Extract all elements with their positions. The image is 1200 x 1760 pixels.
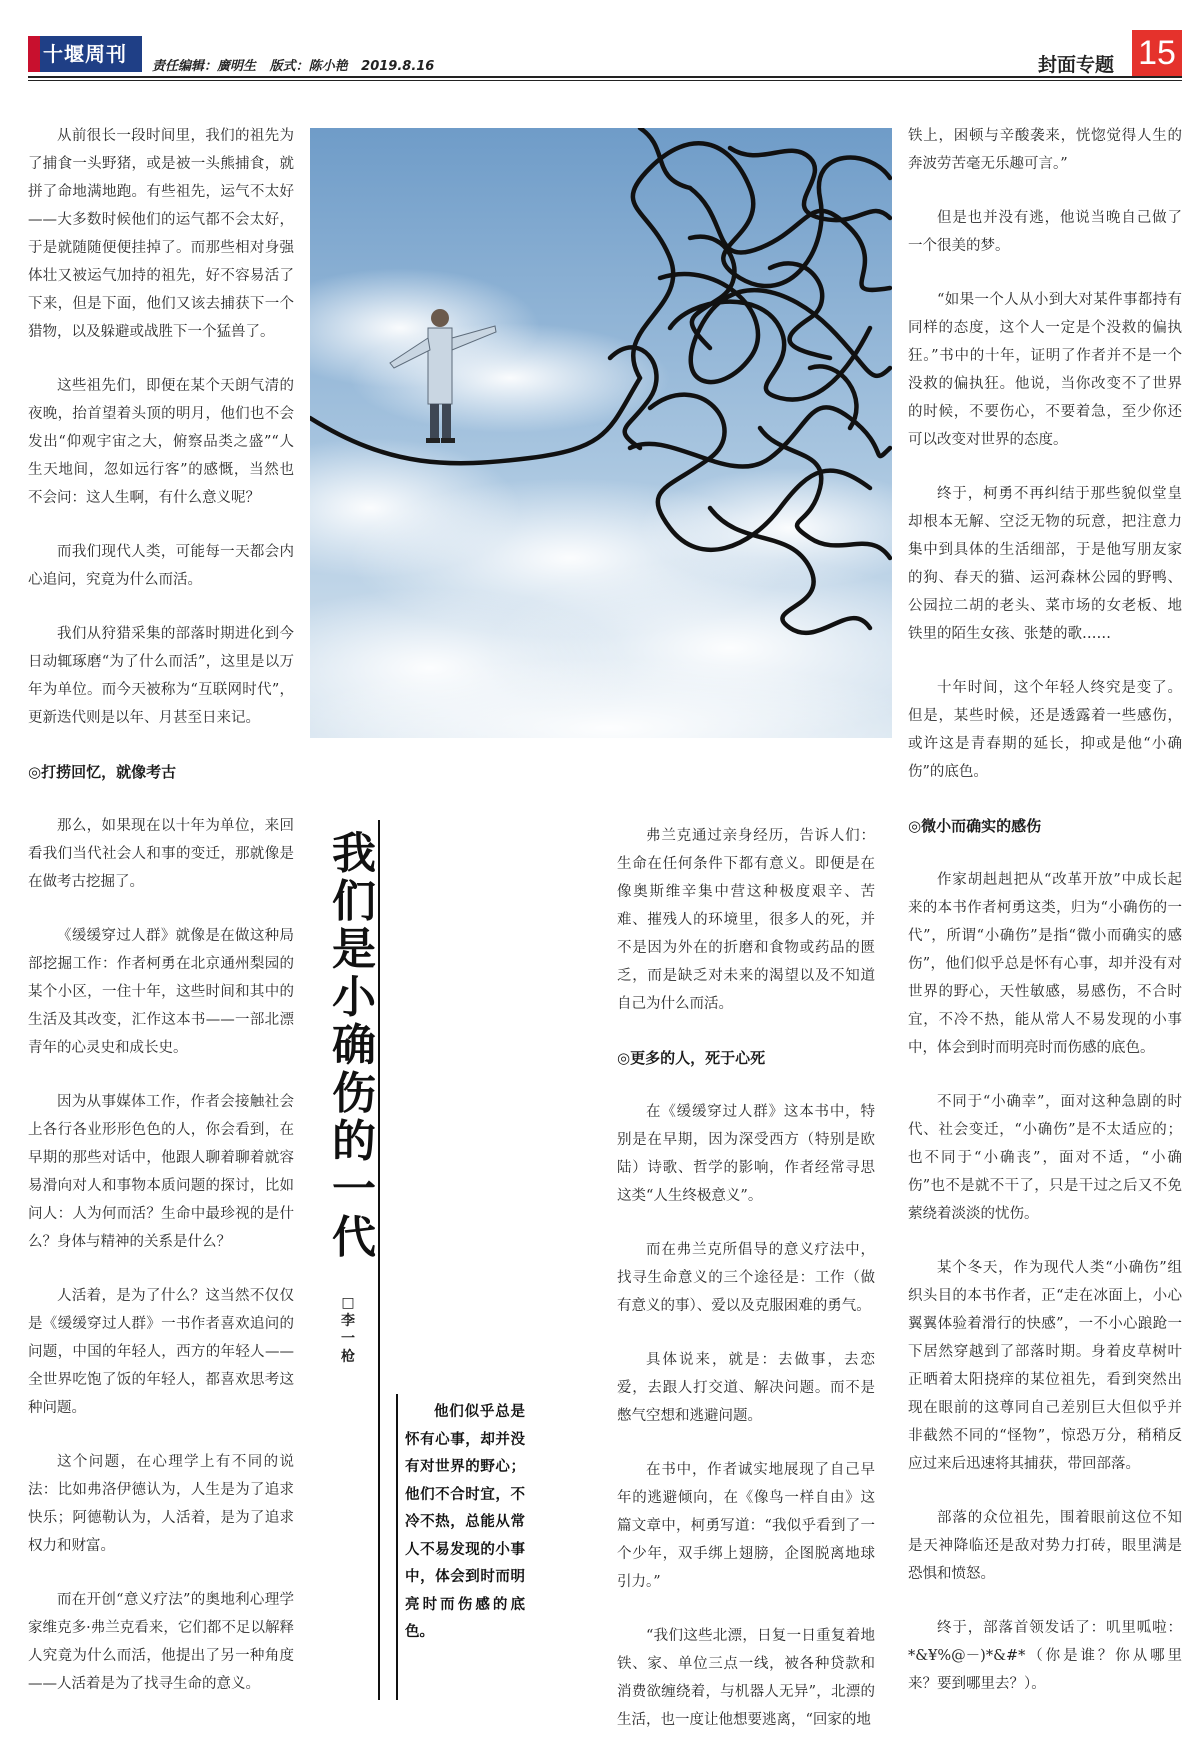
title-char: 们 bbox=[332, 876, 376, 927]
body-paragraph: 弗兰克通过亲身经历，告诉人们：生命在任何条件下都有意义。即便是在像奥斯维辛集中营这种极度艰辛、苦难、摧残人的环境里，很多人的死，并不是因为外在的折磨和食物或药品的匮乏，而是缺乏对未来的渴望以及不知道自己为什么而活。 bbox=[617, 828, 875, 1012]
byline-char: 枪 bbox=[341, 1349, 355, 1365]
body-paragraph: 而我们现代人类，可能每一天都会内心追问，究竟为什么而活。 bbox=[28, 544, 294, 588]
body-paragraph: 从前很长一段时间里，我们的祖先为了捕食一头野猪，或是被一头熊捕食，就拼了命地满地跑。有些祖先，运气不太好——大多数时候他们的运气都不会太好，于是就随随便便挂掉了。而那些相对身强体壮又被运气加持的祖先，好不容易活了下来，但是下面，他们又该去捕获下一个猎物，以及躲避或战胜下一个猛兽了。 bbox=[28, 128, 294, 340]
body-paragraph: 而在开创“意义疗法”的奥地利心理学家维克多·弗兰克看来，它们都不足以解释人究竟为什么而活，他提出了另一种角度——人活着是为了找寻生命的意义。 bbox=[28, 1592, 294, 1692]
body-paragraph: 不同于“小确幸”，面对这种急剧的时代、社会变迁，“小确伤”是不太适应的；也不同于“小确丧”，面对不适，“小确伤”也不是就不干了，只是干过之后又不免萦绕着淡淡的忧伤。 bbox=[908, 1094, 1182, 1222]
pull-quote-divider bbox=[396, 1394, 398, 1700]
body-paragraph: 终于，柯勇不再纠结于那些貌似堂皇却根本无解、空泛无物的玩意，把注意力集中到具体的生活细部，于是他写朋友家的狗、春天的猫、运河森林公园的野鸭、公园拉二胡的老头、菜市场的女老板、地铁里的陌生女孩、张楚的歌…… bbox=[908, 486, 1182, 642]
title-char: 确 bbox=[332, 1020, 376, 1071]
body-paragraph: 在《缓缓穿过人群》这本书中，特别是在早期，因为深受西方（特别是欧陆）诗歌、哲学的影响，作者经常寻思这类“人生终极意义”。 bbox=[617, 1104, 875, 1204]
pull-quote bbox=[405, 1398, 525, 1646]
body-paragraph: 具体说来，就是：去做事，去恋爱，去跟人打交道、解决问题。而不是憋气空想和逃避问题。 bbox=[617, 1352, 875, 1424]
title-char: 是 bbox=[332, 924, 376, 975]
body-paragraph: “如果一个人从小到大对某件事都持有同样的态度，这个人一定是个没救的偏执狂。”书中的十年，证明了作者并不是一个没救的偏执狂。他说，当你改变不了世界的时候，不要伤心，不要着急，至少你还可以改变对世界的态度。 bbox=[908, 292, 1182, 448]
body-paragraph: 十年时间，这个年轻人终究是变了。但是，某些时候，还是透露着一些感伤，或许这是青春期的延长，抑或是他“小确伤”的底色。 bbox=[908, 680, 1182, 780]
byline-char: □ bbox=[341, 1295, 355, 1311]
title-char: 一 bbox=[332, 1164, 376, 1215]
page-header bbox=[0, 0, 1200, 80]
body-paragraph: 这个问题，在心理学上有不同的说法：比如弗洛伊德认为，人生是为了追求快乐；阿德勒认为，人活着，是为了追求权力和财富。 bbox=[28, 1454, 294, 1554]
tightrope-tangle-illustration bbox=[310, 128, 892, 738]
title-char: 伤 bbox=[332, 1068, 376, 1119]
hero-illustration bbox=[310, 128, 892, 738]
body-paragraph: 在书中，作者诚实地展现了自己早年的逃避倾向，在《像鸟一样自由》这篇文章中，柯勇写道：“我似乎看到了一个少年，双手绑上翅膀，企图脱离地球引力。” bbox=[617, 1462, 875, 1590]
body-paragraph: 终于，部落首领发话了：叽里呱啦：*&¥%@－)*&#*（你是谁？你从哪里来？要到哪里去？）。 bbox=[908, 1620, 1182, 1692]
byline-char: 一 bbox=[341, 1331, 355, 1347]
article-column-4 bbox=[908, 122, 1182, 1724]
body-paragraph: 我们从狩猎采集的部落时期进化到今日动辄琢磨“为了什么而活”，这里是以万年为单位。而今天被称为“互联网时代”，更新迭代则是以年、月甚至日来记。 bbox=[28, 626, 294, 726]
byline-char: 李 bbox=[341, 1313, 355, 1329]
article-column-3 bbox=[617, 822, 875, 1760]
header-rule-thin bbox=[28, 80, 1182, 81]
body-paragraph: 而在弗兰克所倡导的意义疗法中，找寻生命意义的三个途径是：工作（做有意义的事）、爱以及克服困难的勇气。 bbox=[617, 1242, 875, 1314]
section-heading: ◎更多的人，死于心死 bbox=[617, 1049, 766, 1067]
body-paragraph: 铁上，困顿与辛酸袭来，恍惚觉得人生的奔波劳苦毫无乐趣可言。” bbox=[908, 128, 1182, 172]
section-heading: ◎打捞回忆，就像考古 bbox=[28, 763, 177, 781]
body-paragraph: 这些祖先们，即便在某个天朗气清的夜晚，抬首望着头顶的明月，他们也不会发出“仰观宇宙之大，俯察品类之盛”“人生天地间，忽如远行客”的感慨，当然也不会问：这人生啊，有什么意义呢？ bbox=[28, 378, 294, 506]
page-number: 15 bbox=[1132, 30, 1182, 76]
article-byline bbox=[336, 1294, 360, 1366]
title-char: 代 bbox=[332, 1212, 376, 1263]
pull-quote-text: 他们似乎总是怀有心事，却并没有对世界的野心；他们不合时宜，不冷不热，总能从常人不易发现的小事中，体会到时而明亮时而伤感的底色。 bbox=[405, 1403, 525, 1640]
section-title: 封面专题 bbox=[1038, 54, 1115, 76]
body-paragraph: 某个冬天，作为现代人类“小确伤”组织头目的本书作者，正“走在冰面上，小心翼翼体验着滑行的快感”，一不小心踉跄一下居然穿越到了部落时期。身着皮草树叶正晒着太阳挠痒的某位祖先，看到突然出现在眼前的这尊同自己差别巨大但似乎并非截然不同的“怪物”，惊恐万分，稍稍反应过来后迅速将其捕获，带回部落。 bbox=[908, 1260, 1182, 1472]
body-paragraph: 人活着，是为了什么？这当然不仅仅是《缓缓穿过人群》一书作者喜欢追问的问题，中国的年轻人，西方的年轻人——全世界吃饱了饭的年轻人，都喜欢思考这种问题。 bbox=[28, 1288, 294, 1416]
header-rule bbox=[28, 76, 1182, 78]
body-paragraph: 作家胡赳赳把从“改革开放”中成长起来的本书作者柯勇这类，归为“小确伤的一代”，所谓“小确伤”是指“微小而确实的感伤”，他们似乎总是怀有心事，却并没有对世界的野心，天性敏感，易感伤，不合时宜，不冷不热，能从常人不易发现的小事中，体会到时而明亮时而伤感的底色。 bbox=[908, 872, 1182, 1056]
title-char: 我 bbox=[332, 828, 376, 879]
article-title bbox=[324, 830, 384, 1262]
title-char: 小 bbox=[332, 972, 376, 1023]
masthead-logo: 十堰周刊 bbox=[28, 36, 142, 72]
title-char: 的 bbox=[332, 1116, 376, 1167]
body-paragraph: 部落的众位祖先，围着眼前这位不知是天神降临还是敌对势力打砖，眼里满是恐惧和愤怒。 bbox=[908, 1510, 1182, 1582]
body-paragraph: 《缓缓穿过人群》就像是在做这种局部挖掘工作：作者柯勇在北京通州梨园的某个小区，一住十年，这些时间和其中的生活及其改变，汇作这本书——一部北漂青年的心灵史和成长史。 bbox=[28, 928, 294, 1056]
body-paragraph: 那么，如果现在以十年为单位，来回看我们当代社会人和事的变迁，那就像是在做考古挖掘了。 bbox=[28, 818, 294, 890]
body-paragraph: 但是也并没有逃，他说当晚自己做了一个很美的梦。 bbox=[908, 210, 1182, 254]
article-column-1 bbox=[28, 122, 294, 1724]
body-paragraph: 因为从事媒体工作，作者会接触社会上各行各业形形色色的人，你会看到，在早期的那些对话中，他跟人聊着聊着就容易滑向对人和事物本质问题的探讨，比如问人：人为何而活？生命中最珍视的是什么？身体与精神的关系是什么？ bbox=[28, 1094, 294, 1250]
body-paragraph: “我们这些北漂，日复一日重复着地铁、家、单位三点一线，被各种贷款和消费欲缠绕着，与机器人无异”，北漂的生活，也一度让他想要逃离，“回家的地 bbox=[617, 1628, 875, 1728]
editor-credits: 责任编辑：廣明生 版式：陈小艳 2019.8.16 bbox=[152, 59, 435, 74]
section-heading: ◎微小而确实的感伤 bbox=[908, 817, 1042, 835]
